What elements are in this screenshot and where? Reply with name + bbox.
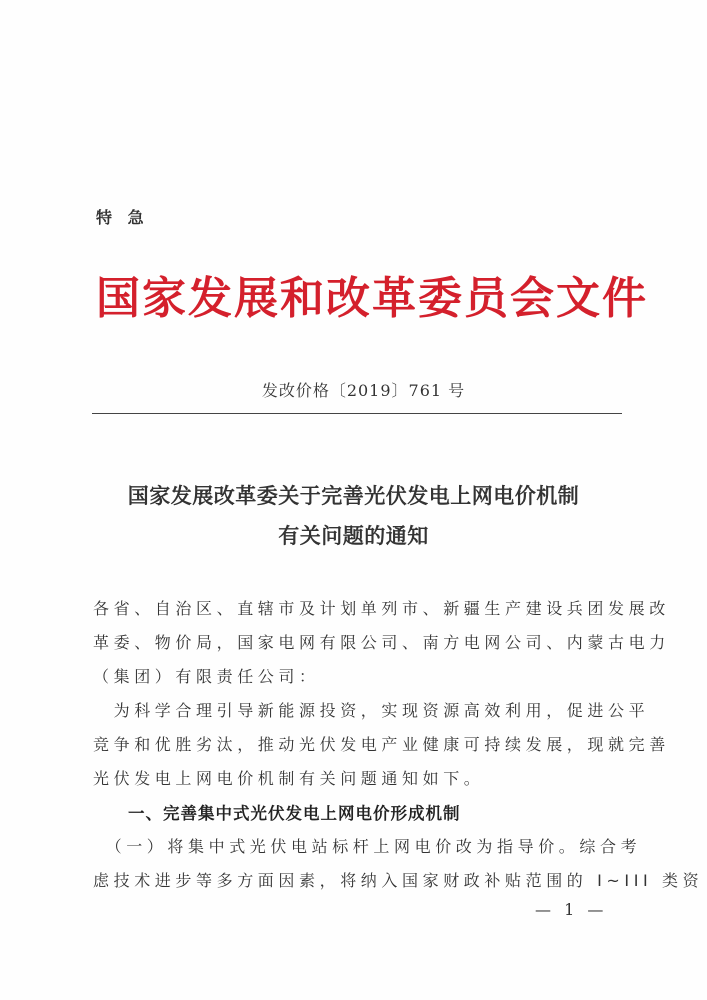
- page-number: — 1 —: [535, 900, 608, 919]
- intro-line: 为科学合理引导新能源投资，实现资源高效利用，促进公平: [93, 701, 650, 720]
- document-number: 发改价格〔2019〕761 号: [261, 381, 466, 400]
- intro-line: 光伏发电上网电价机制有关问题通知如下。: [93, 769, 485, 788]
- intro-line: 竞争和优胜劣汰，推动光伏发电产业健康可持续发展，现就完善: [93, 735, 670, 754]
- section-line: （一）将集中式光伏电站标杆上网电价改为指导价。综合考: [93, 837, 642, 856]
- section-heading: 一、完善集中式光伏发电上网电价形成机制: [128, 804, 461, 823]
- addressee-line: 革委、物价局，国家电网有限公司、南方电网公司、内蒙古电力: [93, 633, 670, 652]
- notice-title-line-1: 国家发展改革委关于完善光伏发电上网电价机制: [127, 483, 580, 508]
- masthead-title: 国家发展和改革委员会文件: [96, 273, 648, 324]
- addressee-line: （集团）有限责任公司：: [93, 667, 320, 686]
- addressee-line: 各省、自治区、直辖市及计划单列市、新疆生产建设兵团发展改: [93, 599, 670, 618]
- notice-title-line-2: 有关问题的通知: [278, 523, 429, 548]
- section-line: 虑技术进步等多方面因素，将纳入国家财政补贴范围的 I~III 类资: [93, 871, 704, 890]
- header-divider: [92, 413, 622, 414]
- urgency-label: 特 急: [96, 208, 149, 227]
